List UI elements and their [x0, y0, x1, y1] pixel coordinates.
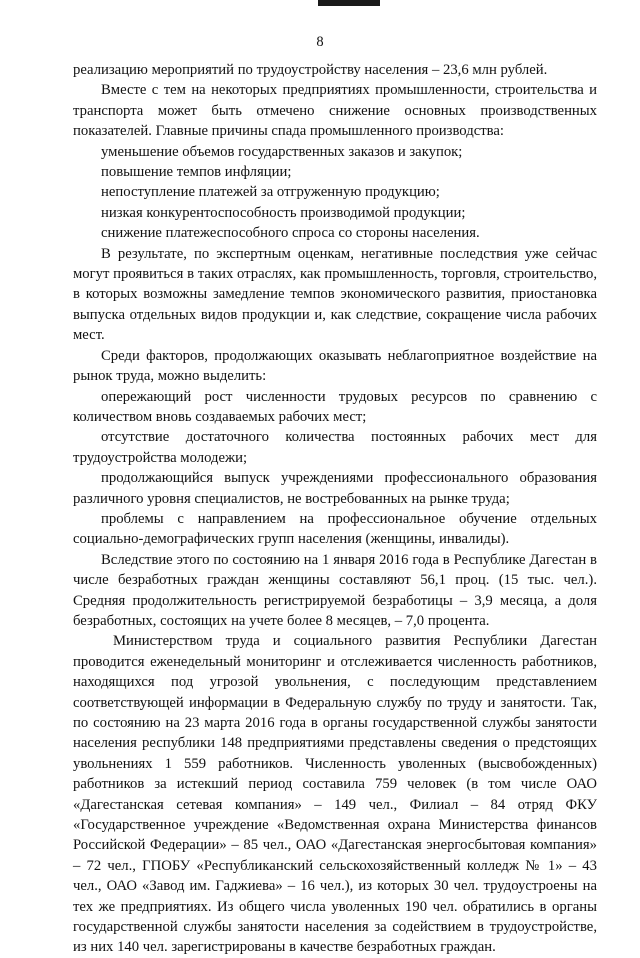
list-item: отсутствие достаточного количества постоянных рабочих мест для трудоустройства молодежи; [73, 429, 597, 466]
paragraph-industry-decline: Вместе с тем на некоторых предприятиях промышленности, строительства и транспорта может быть отмечено снижение основных производственных показателей. Главные причины спада промышленного производства: [73, 82, 597, 140]
paragraph-continuation: реализацию мероприятий по трудоустройству населения – 23,6 млн рублей. [73, 62, 548, 78]
document-body [73, 60, 597, 958]
list-item: низкая конкурентоспособность производимой продукции; [101, 204, 466, 221]
list-item: повышение темпов инфляции; [101, 164, 292, 181]
list-item: продолжающийся выпуск учреждениями профессионального образования различного уровня специалистов, не востребованных на рынке труда; [73, 470, 597, 507]
paragraph-unemployment-stats: Вследствие этого по состоянию на 1 января 2016 года в Республике Дагестан в числе безработных граждан женщины составляют 56,1 проц. (15 тыс. чел.). Средняя продолжительность регистрируемой безработицы – 3,9 месяца, а доля безработных, состоящих на учете более 8 месяцев, – 7,0 процента. [73, 551, 597, 629]
paragraph-consequences: В результате, по экспертным оценкам, негативные последствия уже сейчас могут проявиться в таких отраслях, как промышленность, торговля, строительство, в которых возможны замедление темпов экономического развития, приостановка выпуска отдельных видов продукции и, как следствие, сокращение числа рабочих мест. [73, 245, 597, 344]
reasons-list [73, 142, 597, 244]
scan-edge-mark [318, 0, 380, 6]
list-item: уменьшение объемов государственных заказов и закупок; [101, 143, 463, 160]
paragraph-factors-intro: Среди факторов, продолжающих оказывать неблагоприятное воздействие на рынок труда, можно выделить: [73, 347, 597, 385]
paragraph-monitoring: Министерством труда и социального развития Республики Дагестан проводится еженедельный мониторинг и отслеживается численность работников, находящихся под угрозой увольнения, с последующим представлением соответствующей информации в Федеральную службу по труду и занятости. Так, по состоянию на 23 марта 2016 года в органы государственной службы занятости населения республики 148 предприятиями представлены сведения о предстоящих увольнениях 1 559 работников. Численность уволенных (высвобожденных) работников за истекший период составила 759 человек (в том числе ОАО «Дагестанская сетевая компания» – 149 чел., Филиал – 84 отряд ФКУ «Государственное учреждение «Ведомственная охрана Министерства финансов Российской Федерации» – 85 чел., ОАО «Дагестанская энергосбытовая компания» – 72 чел., ГПОБУ «Республиканский сельскохозяйственный колледж № 1» – 43 чел., ОАО «Завод им. Гаджиева» – 16 чел.), из которых 30 чел. трудоустроены на тех же предприятиях. Из общего числа уволенных 190 чел. обратились в органы государственной службы занятости населения за содействием в трудоустройстве, из них 140 чел. зарегистрированы в качестве безработных граждан. [73, 633, 597, 956]
list-item: опережающий рост численности трудовых ресурсов по сравнению с количеством вновь создаваемых рабочих мест; [73, 388, 597, 425]
list-item: непоступление платежей за отгруженную продукцию; [101, 184, 440, 201]
page-number: 8 [316, 34, 324, 50]
list-item: проблемы с направлением на профессиональное обучение отдельных социально-демографических групп населения (женщины, инвалиды). [73, 510, 597, 548]
list-item: снижение платежеспособного спроса со стороны населения. [101, 225, 480, 242]
factors-list [73, 387, 597, 550]
